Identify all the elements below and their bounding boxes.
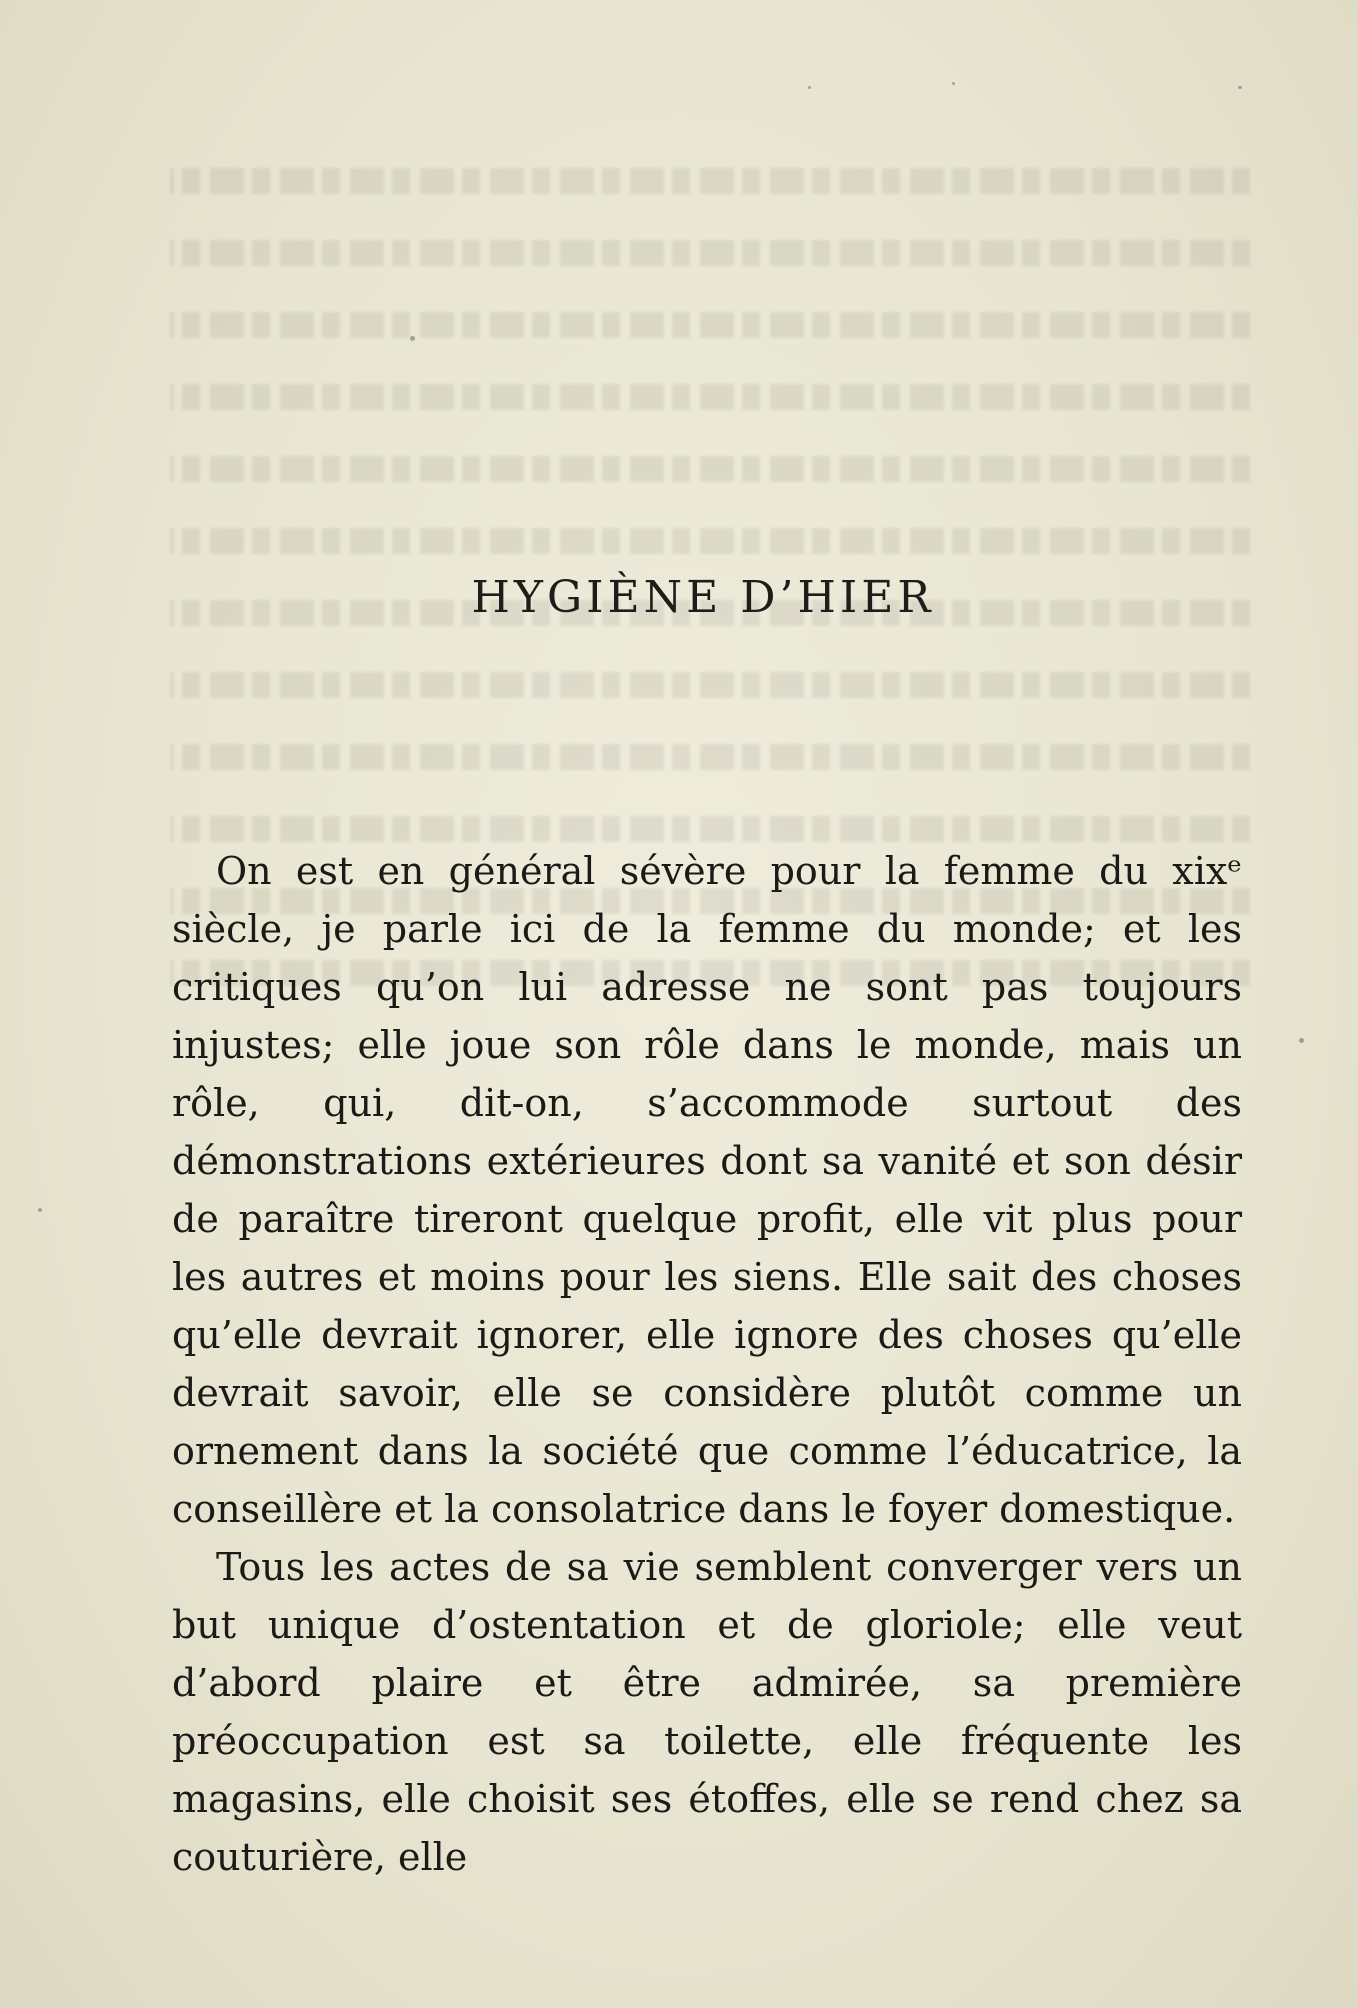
paragraph-2: Tous les actes de sa vie semblent converger vers un but unique d’ostentation et de gloriole; elle veut d’abord plaire et être admirée, sa première préoccupation est sa toilette, elle fréquente les magasins, elle choisit ses étoffes, elle se rend chez sa couturière, elle [172, 1545, 1242, 1879]
chapter-title: HYGIÈNE D’HIER [471, 572, 935, 623]
show-through-text [170, 150, 1250, 870]
paragraph-1: On est en général sévère pour la femme du xixᵉ siècle, je parle ici de la femme du monde; et les critiques qu’on lui adresse ne sont pas toujours injustes; elle joue son rôle dans le monde, mais un rôle, qui, dit-on, s’accommode surtout des démonstrations extérieures dont sa vanité et son désir de paraître tireront quelque profit, elle vit plus pour les autres et moins pour les siens. Elle sait des choses qu’elle devrait ignorer, elle ignore des choses qu’elle devrait savoir, elle se considère plutôt comme un ornement dans la société que comme l’éducatrice, la conseillère et la consolatrice dans le foyer domestique. [172, 849, 1242, 1531]
chapter-body [172, 842, 1242, 1886]
